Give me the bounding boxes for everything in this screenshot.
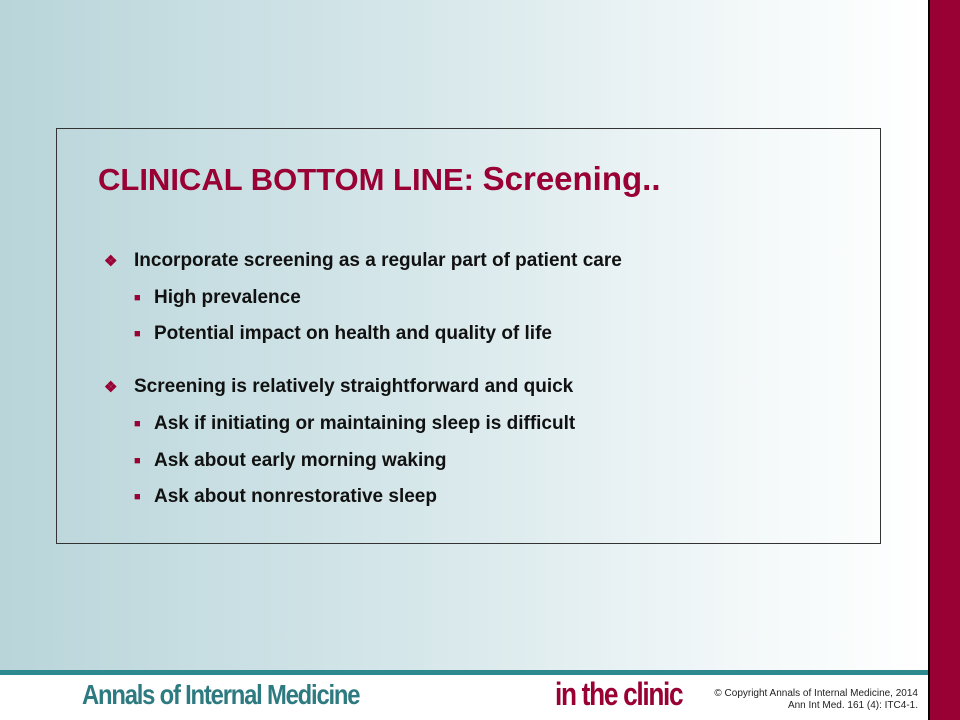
square-bullet-icon: ■ xyxy=(134,292,141,304)
subbullet-potential-impact xyxy=(134,323,552,345)
bullet-text: Screening is relatively straightforward and quick xyxy=(134,376,574,397)
bullet-screening-straightforward xyxy=(104,376,573,399)
subbullet-text: High prevalence xyxy=(154,287,301,308)
journal-logo: Annals of Internal Medicine xyxy=(82,679,360,710)
citation-text: Ann Int Med. 161 (4): ITC4-1. xyxy=(787,700,918,711)
diamond-bullet-icon: ❖ xyxy=(104,379,118,396)
bullet-incorporate-screening xyxy=(104,250,622,273)
title-prefix: CLINICAL BOTTOM LINE: xyxy=(98,162,483,197)
subbullet-ask-initiating xyxy=(134,413,575,435)
right-accent-bar xyxy=(928,0,960,720)
subbullet-text: Potential impact on health and quality of life xyxy=(154,323,552,344)
footer-divider xyxy=(0,670,928,675)
title-topic: Screening.. xyxy=(482,160,661,197)
slide-title xyxy=(98,160,661,198)
square-bullet-icon: ■ xyxy=(134,491,141,503)
diamond-bullet-icon: ❖ xyxy=(104,253,118,270)
subbullet-text: Ask if initiating or maintaining sleep is difficult xyxy=(154,413,576,434)
subbullet-high-prevalence xyxy=(134,287,301,309)
subbullet-text: Ask about nonrestorative sleep xyxy=(154,486,437,507)
subbullet-text: Ask about early morning waking xyxy=(154,450,447,471)
series-logo: in the clinic xyxy=(555,676,683,712)
subbullet-early-waking xyxy=(134,450,446,472)
square-bullet-icon: ■ xyxy=(134,455,141,467)
copyright-text: © Copyright Annals of Internal Medicine, 2014 xyxy=(714,688,918,699)
copyright-notice xyxy=(714,688,918,712)
square-bullet-icon: ■ xyxy=(134,418,141,430)
square-bullet-icon: ■ xyxy=(134,328,141,340)
bullet-text: Incorporate screening as a regular part of patient care xyxy=(134,250,622,271)
subbullet-nonrestorative xyxy=(134,486,437,508)
